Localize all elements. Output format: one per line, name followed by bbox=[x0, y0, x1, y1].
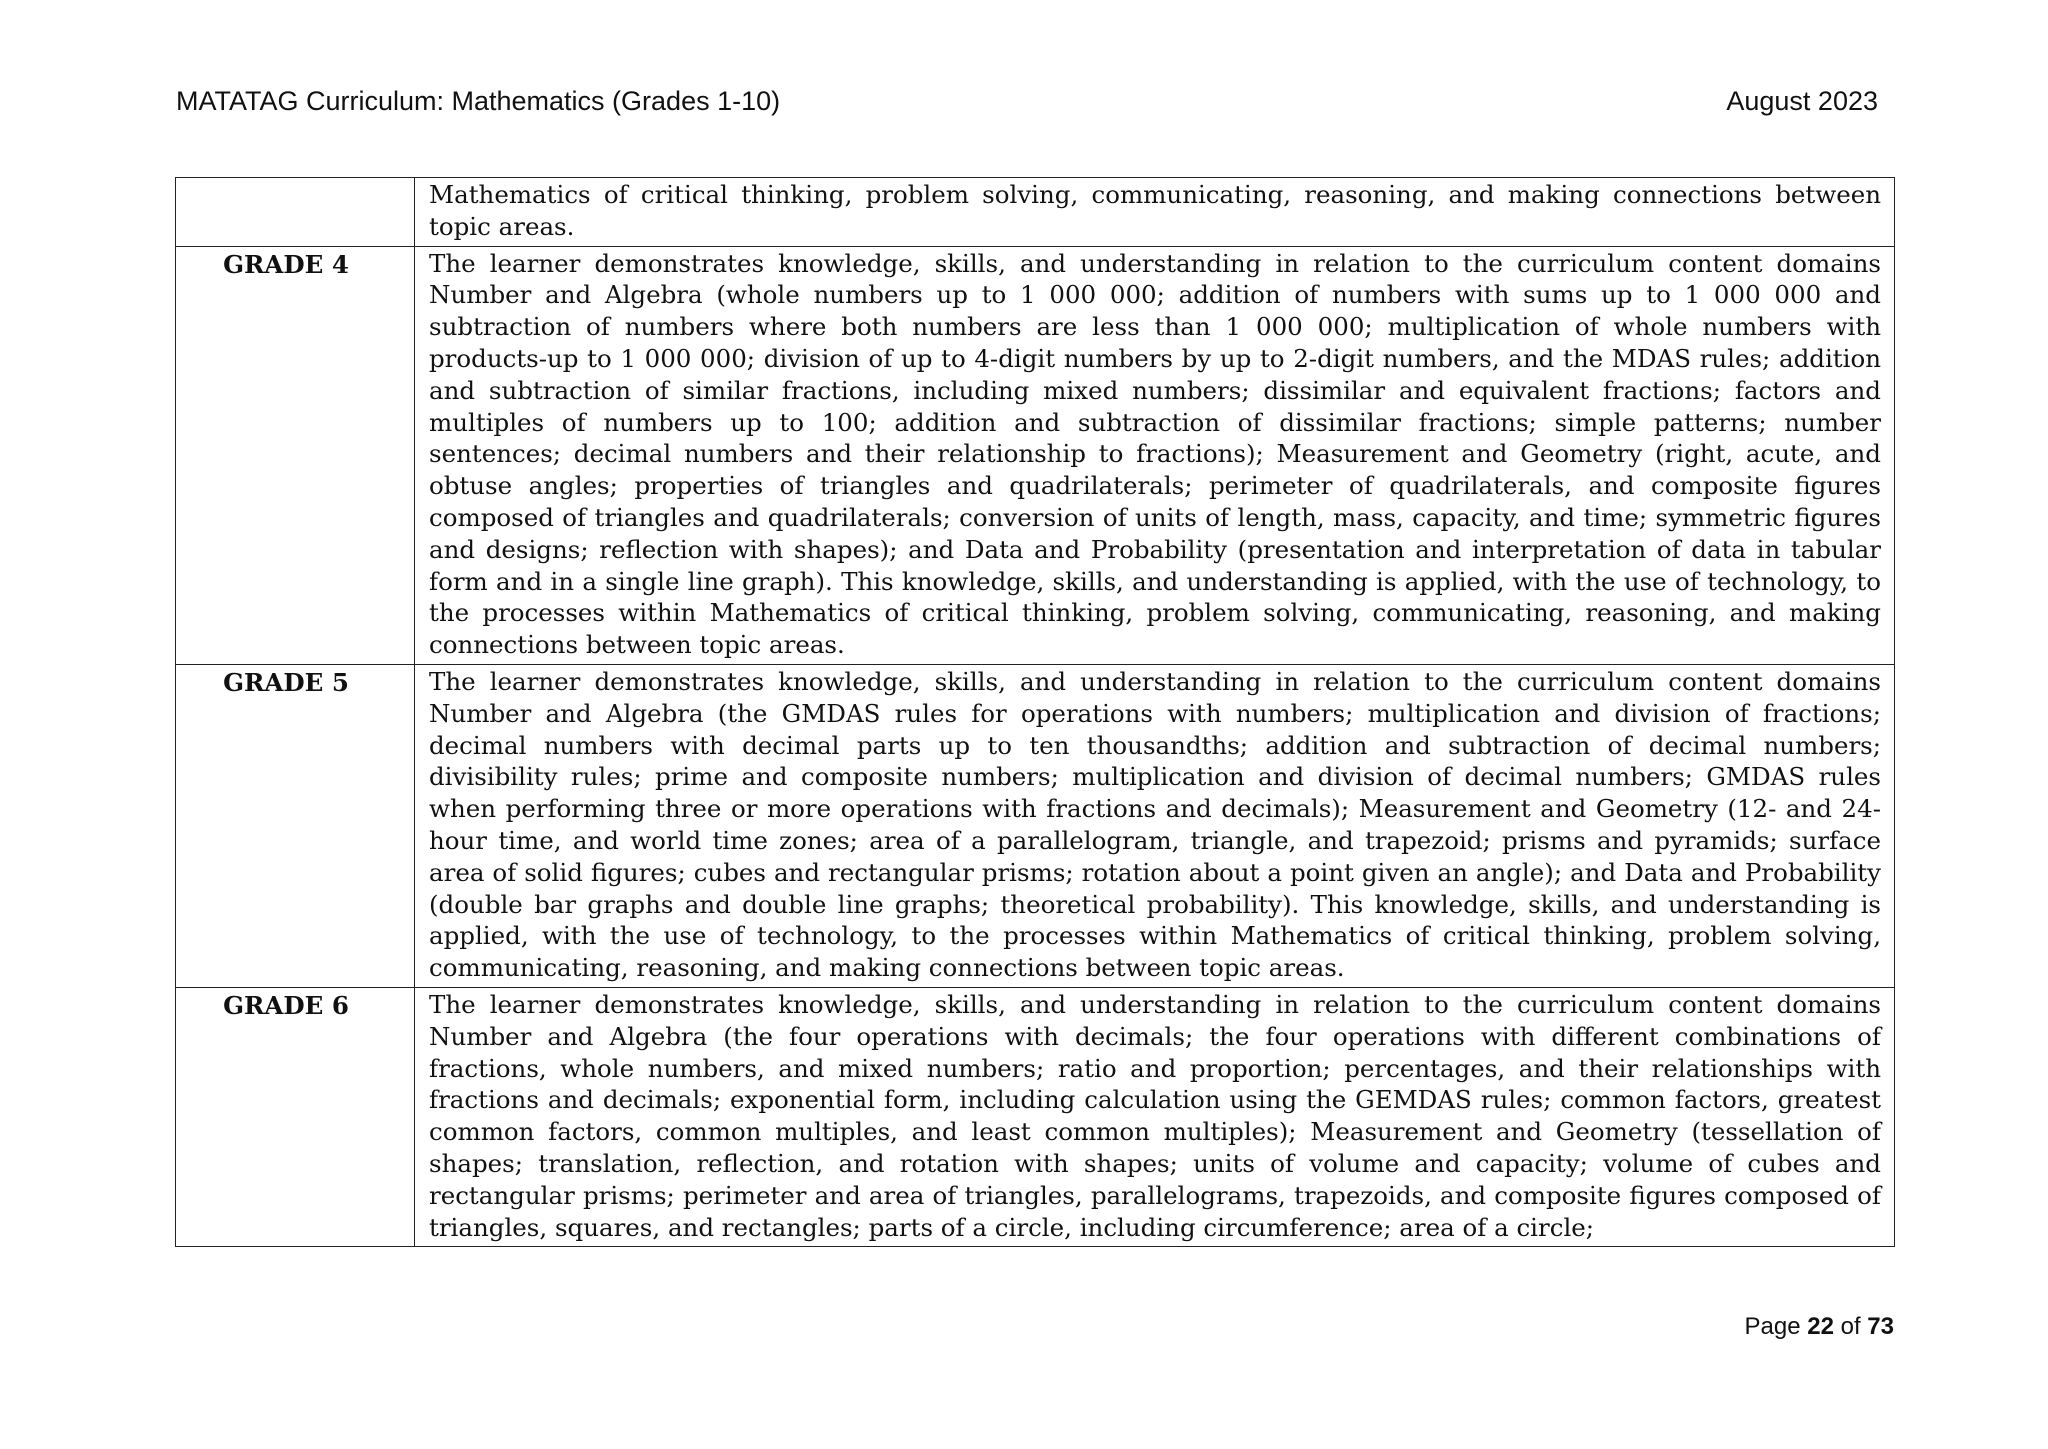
of-label: of bbox=[1840, 1313, 1861, 1340]
grade-label: GRADE 4 bbox=[176, 246, 415, 664]
table-row bbox=[176, 664, 1895, 987]
table-row bbox=[176, 178, 1895, 247]
page-number: 22 bbox=[1807, 1313, 1834, 1340]
table-row bbox=[176, 987, 1895, 1246]
standard-description: The learner demonstrates knowledge, skills, and understanding in relation to the curriculum content domains Number and Algebra (the four operations with decimals; the four operations with different combinations of fractions, whole numbers, and mixed numbers; ratio and proportion; percentages, and their relationships with fractions and decimals; exponential form, including calculation using the GEMDAS rules; common factors, greatest common factors, common multiples, and least common multiples); Measurement and Geometry (tessellation of shapes; translation, reflection, and rotation with shapes; units of volume and capacity; volume of cubes and rectangular prisms; perimeter and area of triangles, parallelograms, trapezoids, and composite figures composed of triangles, squares, and rectangles; parts of a circle, including circumference; area of a circle; bbox=[415, 987, 1895, 1246]
grade-label: GRADE 5 bbox=[176, 664, 415, 987]
document-title: MATATAG Curriculum: Mathematics (Grades 1-10) bbox=[176, 86, 781, 116]
standard-description: The learner demonstrates knowledge, skills, and understanding in relation to the curriculum content domains Number and Algebra (the GMDAS rules for operations with numbers; multiplication and division of fractions; decimal numbers with decimal parts up to ten thousandths; addition and subtraction of decimal numbers; divisibility rules; prime and composite numbers; multiplication and division of decimal numbers; GMDAS rules when performing three or more operations with fractions and decimals); Measurement and Geometry (12- and 24-hour time, and world time zones; area of a parallelogram, triangle, and trapezoid; prisms and pyramids; surface area of solid figures; cubes and rectangular prisms; rotation about a point given an angle); and Data and Probability (double bar graphs and double line graphs; theoretical probability). This knowledge, skills, and understanding is applied, with the use of technology, to the processes within Mathematics of critical thinking, problem solving, communicating, reasoning, and making connections between topic areas. bbox=[415, 664, 1895, 987]
grade-label: GRADE 6 bbox=[176, 987, 415, 1246]
standard-description: Mathematics of critical thinking, problem solving, communicating, reasoning, and making connections between topic areas. bbox=[415, 178, 1895, 247]
page-footer bbox=[1745, 1313, 1895, 1341]
grade-label bbox=[176, 178, 415, 247]
table-row bbox=[176, 246, 1895, 664]
standard-description: The learner demonstrates knowledge, skills, and understanding in relation to the curriculum content domains Number and Algebra (whole numbers up to 1 000 000; addition of numbers with sums up to 1 000 000 and subtraction of numbers where both numbers are less than 1 000 000; multiplication of whole numbers with products-up to 1 000 000; division of up to 4-digit numbers by up to 2-digit numbers, and the MDAS rules; addition and subtraction of similar fractions, including mixed numbers; dissimilar and equivalent fractions; factors and multiples of numbers up to 100; addition and subtraction of dissimilar fractions; simple patterns; number sentences; decimal numbers and their relationship to fractions); Measurement and Geometry (right, acute, and obtuse angles; properties of triangles and quadrilaterals; perimeter of quadrilaterals, and composite figures composed of triangles and quadrilaterals; conversion of units of length, mass, capacity, and time; symmetric figures and designs; reflection with shapes); and Data and Probability (presentation and interpretation of data in tabular form and in a single line graph). This knowledge, skills, and understanding is applied, with the use of technology, to the processes within Mathematics of critical thinking, problem solving, communicating, reasoning, and making connections between topic areas. bbox=[415, 246, 1895, 664]
page-label: Page bbox=[1744, 1313, 1801, 1340]
document-date: August 2023 bbox=[1726, 86, 1878, 116]
page-header bbox=[176, 86, 1878, 126]
page-total: 73 bbox=[1867, 1313, 1894, 1340]
grade-standards-table bbox=[175, 177, 1895, 1247]
